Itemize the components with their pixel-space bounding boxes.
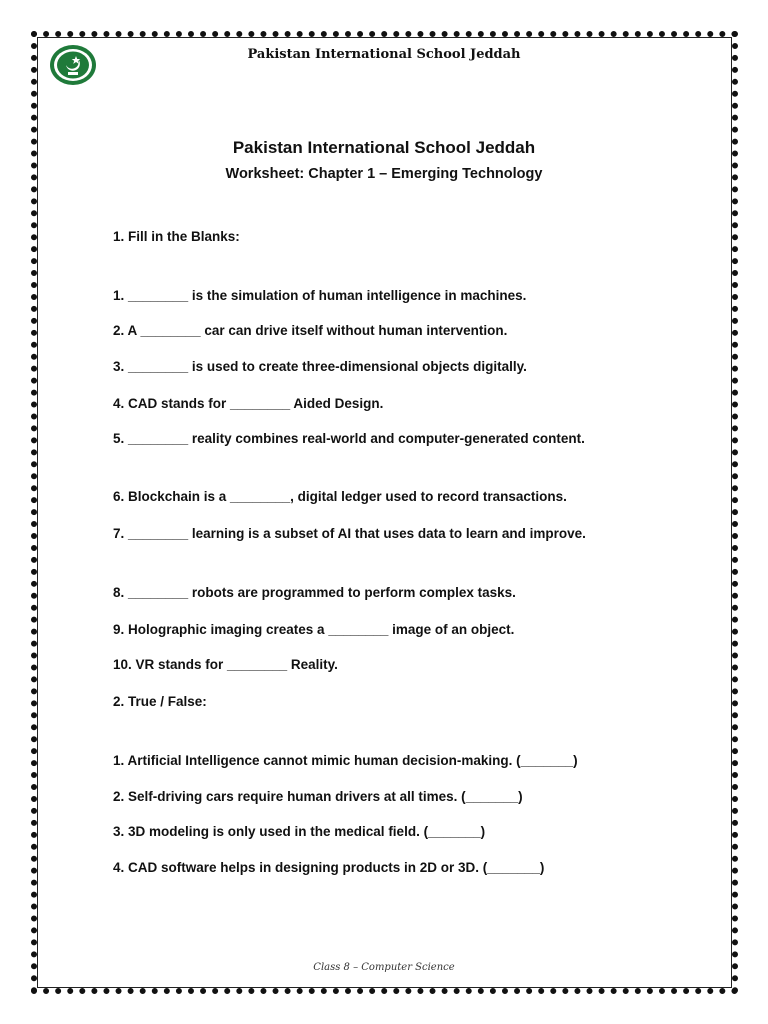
question-item: 5. ________ reality combines real-world and computer-generated content. xyxy=(113,431,585,446)
true-false-item: 1. Artificial Intelligence cannot mimic human decision-making. (_______) xyxy=(113,753,578,768)
worksheet-subtitle: Worksheet: Chapter 1 – Emerging Technology xyxy=(225,166,543,182)
section-heading-true-false: 2. True / False: xyxy=(113,694,207,709)
worksheet-title: Pakistan International School Jeddah xyxy=(232,138,536,157)
question-item: 9. Holographic imaging creates a ________ image of an object. xyxy=(113,622,515,637)
true-false-item: 2. Self-driving cars require human drivers at all times. (_______) xyxy=(113,789,523,804)
page-header-school-name: Pakistan International School Jeddah xyxy=(247,47,521,62)
question-item: 2. A ________ car can drive itself without human intervention. xyxy=(113,323,508,338)
true-false-item: 3. 3D modeling is only used in the medical field. (_______) xyxy=(113,824,486,839)
question-item: 10. VR stands for ________ Reality. xyxy=(113,657,338,672)
question-item: 8. ________ robots are programmed to perform complex tasks. xyxy=(113,585,516,600)
section-heading-fill-blanks: 1. Fill in the Blanks: xyxy=(113,229,240,244)
question-item: 6. Blockchain is a ________, digital ledger used to record transactions. xyxy=(113,489,567,504)
question-item: 4. CAD stands for ________ Aided Design. xyxy=(113,396,384,411)
question-item: 7. ________ learning is a subset of AI that uses data to learn and improve. xyxy=(113,526,586,541)
page-footer: Class 8 – Computer Science xyxy=(313,962,455,973)
true-false-item: 4. CAD software helps in designing products in 2D or 3D. (_______) xyxy=(113,860,545,875)
question-item: 1. ________ is the simulation of human intelligence in machines. xyxy=(113,288,527,303)
question-item: 3. ________ is used to create three-dimensional objects digitally. xyxy=(113,359,527,374)
